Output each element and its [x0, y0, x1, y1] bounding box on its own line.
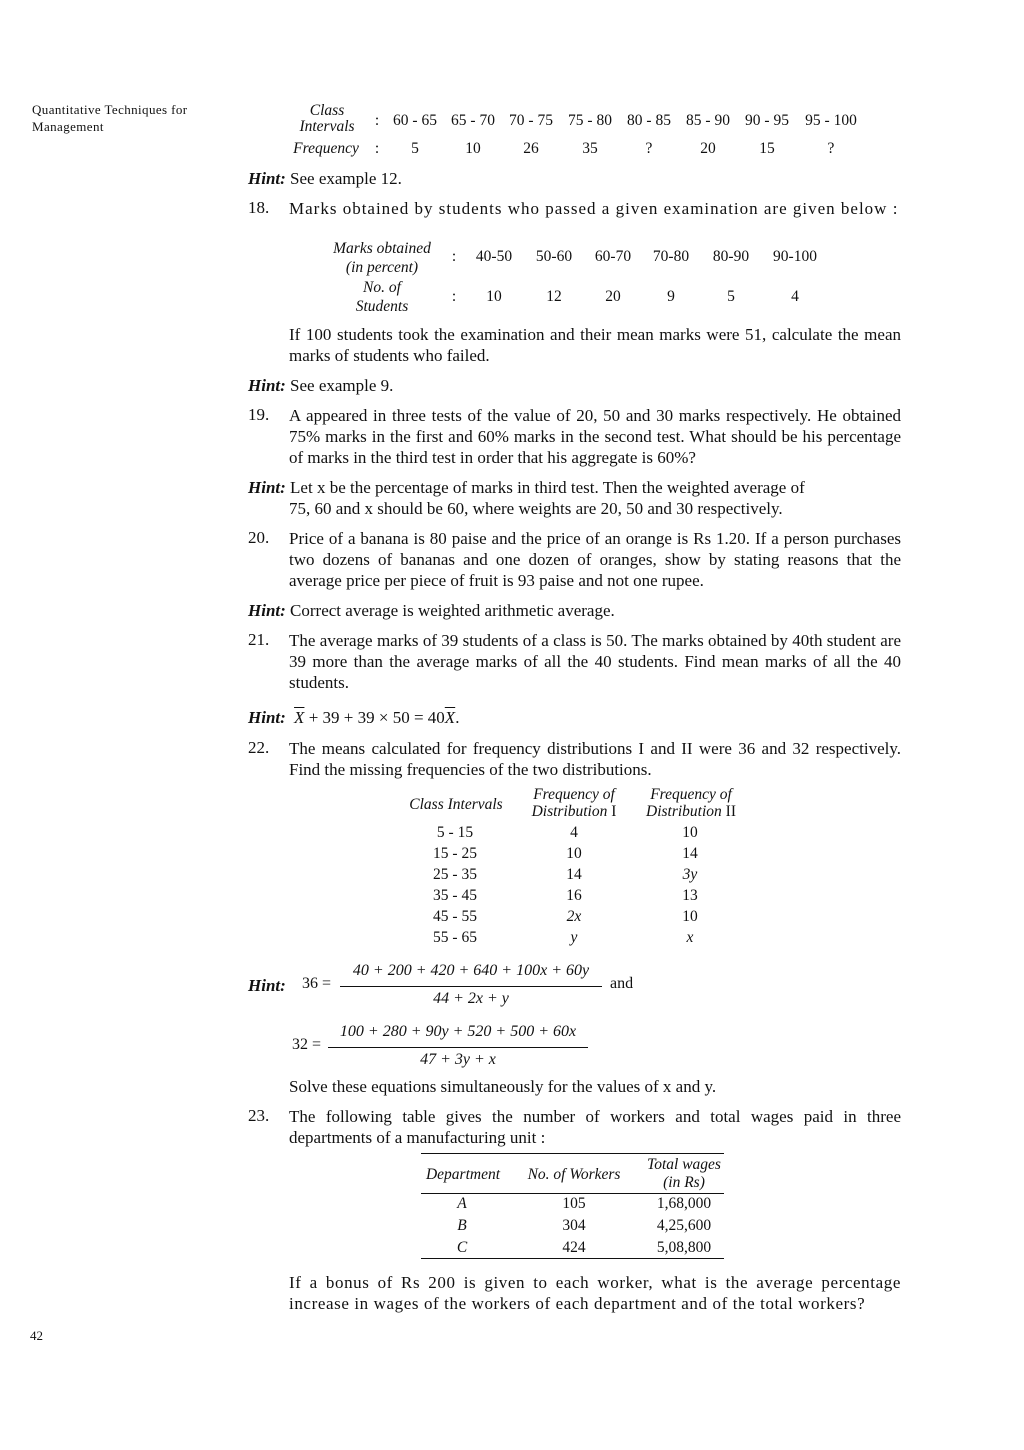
running-header: [32, 101, 188, 135]
table-rule-top: [421, 1153, 724, 1154]
frequency-cell: ?: [827, 140, 835, 157]
table-cell: C: [456, 1239, 468, 1256]
colon: :: [374, 140, 380, 157]
label-line: Marks obtained: [333, 240, 431, 257]
table-cell: B: [457, 1217, 467, 1234]
students-cell: 5: [727, 288, 735, 305]
frequency-cell: ?: [645, 140, 653, 157]
hint-label: Hint:: [248, 478, 286, 497]
label-line: No. of: [363, 279, 401, 296]
table-cell: 14: [566, 866, 582, 883]
equation-2-numerator: 100 + 280 + 90y + 520 + 500 + 60x: [339, 1023, 577, 1040]
x-bar: $\overline{X}$: [294, 708, 305, 727]
frequency-cell: 26: [523, 140, 539, 157]
interval-cell: 60 - 65: [393, 112, 437, 129]
interval-cell: 85 - 90: [686, 112, 730, 129]
table-cell: 4: [570, 824, 578, 841]
header-line: Distribution: [531, 803, 608, 820]
colon: :: [451, 288, 457, 305]
running-header-line1: Quantitative Techniques for: [32, 102, 188, 117]
page-number: 42: [30, 1328, 43, 1343]
question-21-text: The average marks of 39 students of a class is 50. The marks obtained by 40th student are 39 more than the average marks of all the 40 students. Find mean marks of all the 40 students.: [289, 631, 901, 692]
students-cell: 12: [546, 288, 562, 305]
question-23-text2: If a bonus of Rs 200 is given to each worker, what is the average percentage increase in wages of the workers of each department and of the total workers?: [289, 1273, 901, 1313]
hint-text: Let x be the percentage of marks in third test. Then the weighted average of: [285, 478, 805, 497]
frequency-cell: 15: [759, 140, 775, 157]
table-cell: 304: [562, 1217, 586, 1234]
equation-1-denominator: 44 + 2x + y: [433, 990, 509, 1007]
students-label: [322, 278, 442, 316]
hint-20: [248, 600, 615, 621]
table-cell: 10: [566, 845, 582, 862]
marks-cell: 80-90: [712, 248, 750, 265]
interval-cell: 65 - 70: [451, 112, 495, 129]
equation-and: and: [610, 975, 634, 992]
table-cell: 35 - 45: [433, 887, 477, 904]
hint-text: 75, 60 and x should be 60, where weights are 20, 50 and 30 respectively.: [289, 499, 783, 518]
interval-cell: 80 - 85: [627, 112, 671, 129]
hint-text: See example 12.: [285, 169, 402, 188]
table-cell: 13: [682, 887, 698, 904]
question-20-text: Price of a banana is 80 paise and the price of an orange is Rs 1.20. If a person purchases two dozens of bananas and one dozen of oranges, show by stating reasons that the average price per piece of fruit is 93 paise and not one rupee.: [289, 529, 901, 590]
running-header-line2: Management: [32, 119, 104, 134]
hint-19: [248, 477, 888, 519]
table-rule-bottom: [421, 1258, 724, 1259]
header-line: Frequency of: [650, 786, 732, 803]
table-cell: A: [457, 1195, 467, 1212]
header-line: II: [721, 803, 736, 820]
label-line: (in percent): [345, 259, 419, 276]
header-distribution-2: [636, 786, 746, 820]
label-line: Class: [309, 102, 345, 119]
hint-18: [248, 375, 393, 396]
question-23-text: The following table gives the number of workers and total wages paid in three departments of a manufacturing unit :: [289, 1107, 901, 1147]
header-line: Total wages: [647, 1156, 721, 1173]
students-cell: 4: [791, 288, 799, 305]
marks-cell: 50-60: [535, 248, 573, 265]
interval-cell: 95 - 100: [805, 112, 857, 129]
equation-1-lhs: 36 =: [302, 975, 332, 992]
table-cell: x: [686, 929, 694, 946]
table-cell: y: [570, 929, 578, 946]
header-line: Frequency of: [533, 786, 615, 803]
question-22-text: The means calculated for frequency distributions I and II were 36 and 32 respectively. Find the missing frequencies of the two distributions.: [289, 739, 901, 779]
x-bar: $\overline{X}$: [444, 708, 456, 727]
hint-17: [248, 168, 402, 189]
interval-cell: 90 - 95: [745, 112, 789, 129]
frequency-cell: 5: [411, 140, 419, 157]
header-line: Distribution: [646, 803, 722, 820]
header-wages: [638, 1156, 730, 1192]
question-number: 19.: [248, 405, 270, 424]
marks-cell: 70-80: [652, 248, 690, 265]
label-line: Students: [355, 298, 409, 315]
header-workers: No. of Workers: [527, 1166, 621, 1183]
equation-2-denominator: 47 + 3y + x: [420, 1051, 496, 1068]
hint-22-label: [248, 975, 286, 996]
equation-2-lhs: 32 =: [292, 1036, 322, 1053]
frequency-cell: 35: [582, 140, 598, 157]
question-18-text2: If 100 students took the examination and their mean marks were 51, calculate the mean marks of students who failed.: [289, 325, 901, 365]
marks-cell: 60-70: [594, 248, 632, 265]
hint-label: Hint:: [248, 976, 286, 995]
hint-equation: + 39 + 39 × 50 = 40: [304, 708, 445, 727]
fraction-bar: [340, 986, 602, 987]
table-cell: 4,25,600: [656, 1217, 712, 1234]
header-line: I: [607, 803, 617, 820]
colon: :: [451, 248, 457, 265]
marks-cell: 90-100: [773, 248, 817, 265]
students-cell: 20: [605, 288, 621, 305]
table-cell: 25 - 35: [433, 866, 477, 883]
header-class-intervals: Class Intervals: [409, 796, 503, 813]
table-cell: 3y: [682, 866, 698, 883]
hint-22-solve: Solve these equations simultaneously for the values of x and y.: [289, 1077, 717, 1096]
frequency-cell: 20: [700, 140, 716, 157]
table-cell: 55 - 65: [433, 929, 477, 946]
table-cell: 1,68,000: [656, 1195, 712, 1212]
students-cell: 10: [486, 288, 502, 305]
frequency-label: Frequency: [293, 140, 359, 157]
hint-21: [248, 707, 459, 728]
table-cell: 45 - 55: [433, 908, 477, 925]
question-number: 20.: [248, 528, 270, 547]
hint-label: Hint:: [248, 601, 286, 620]
hint-end: .: [455, 708, 460, 727]
marks-cell: 40-50: [475, 248, 513, 265]
table-rule-mid: [421, 1193, 724, 1194]
header-line: (in Rs): [663, 1174, 705, 1191]
class-intervals-label: [296, 103, 358, 135]
table-cell: 5,08,800: [656, 1239, 712, 1256]
question-number: 22.: [248, 738, 270, 757]
header-department: Department: [425, 1166, 501, 1183]
question-number: 23.: [248, 1106, 270, 1125]
frequency-cell: 10: [465, 140, 481, 157]
interval-cell: 75 - 80: [568, 112, 612, 129]
table-cell: 2x: [566, 908, 582, 925]
table-cell: 16: [566, 887, 582, 904]
table-cell: 15 - 25: [433, 845, 477, 862]
hint-label: Hint:: [248, 169, 286, 188]
interval-cell: 70 - 75: [509, 112, 553, 129]
students-cell: 9: [667, 288, 675, 305]
header-distribution-1: [520, 786, 628, 820]
table-cell: 105: [562, 1195, 586, 1212]
label-line: Intervals: [299, 118, 355, 135]
question-18-text: Marks obtained by students who passed a given examination are given below :: [289, 199, 899, 218]
hint-label: Hint:: [248, 376, 286, 395]
table-cell: 424: [562, 1239, 586, 1256]
hint-text: Correct average is weighted arithmetic average.: [285, 601, 615, 620]
table-cell: 14: [682, 845, 698, 862]
question-19-text: A appeared in three tests of the value of 20, 50 and 30 marks respectively. He obtained 75% marks in the first and 60% marks in the second test. What should be his percentage of marks in the third test in order that his aggregate is 60%?: [289, 406, 901, 467]
equation-1-numerator: 40 + 200 + 420 + 640 + 100x + 60y: [352, 962, 590, 979]
hint-label: Hint:: [248, 708, 286, 727]
table-cell: 5 - 15: [436, 824, 474, 841]
table-cell: 10: [682, 824, 698, 841]
fraction-bar: [328, 1047, 588, 1048]
colon: :: [374, 112, 380, 129]
question-number: 18.: [248, 198, 270, 217]
table-cell: 10: [682, 908, 698, 925]
hint-text: See example 9.: [285, 376, 394, 395]
question-number: 21.: [248, 630, 270, 649]
marks-label: [322, 239, 442, 277]
